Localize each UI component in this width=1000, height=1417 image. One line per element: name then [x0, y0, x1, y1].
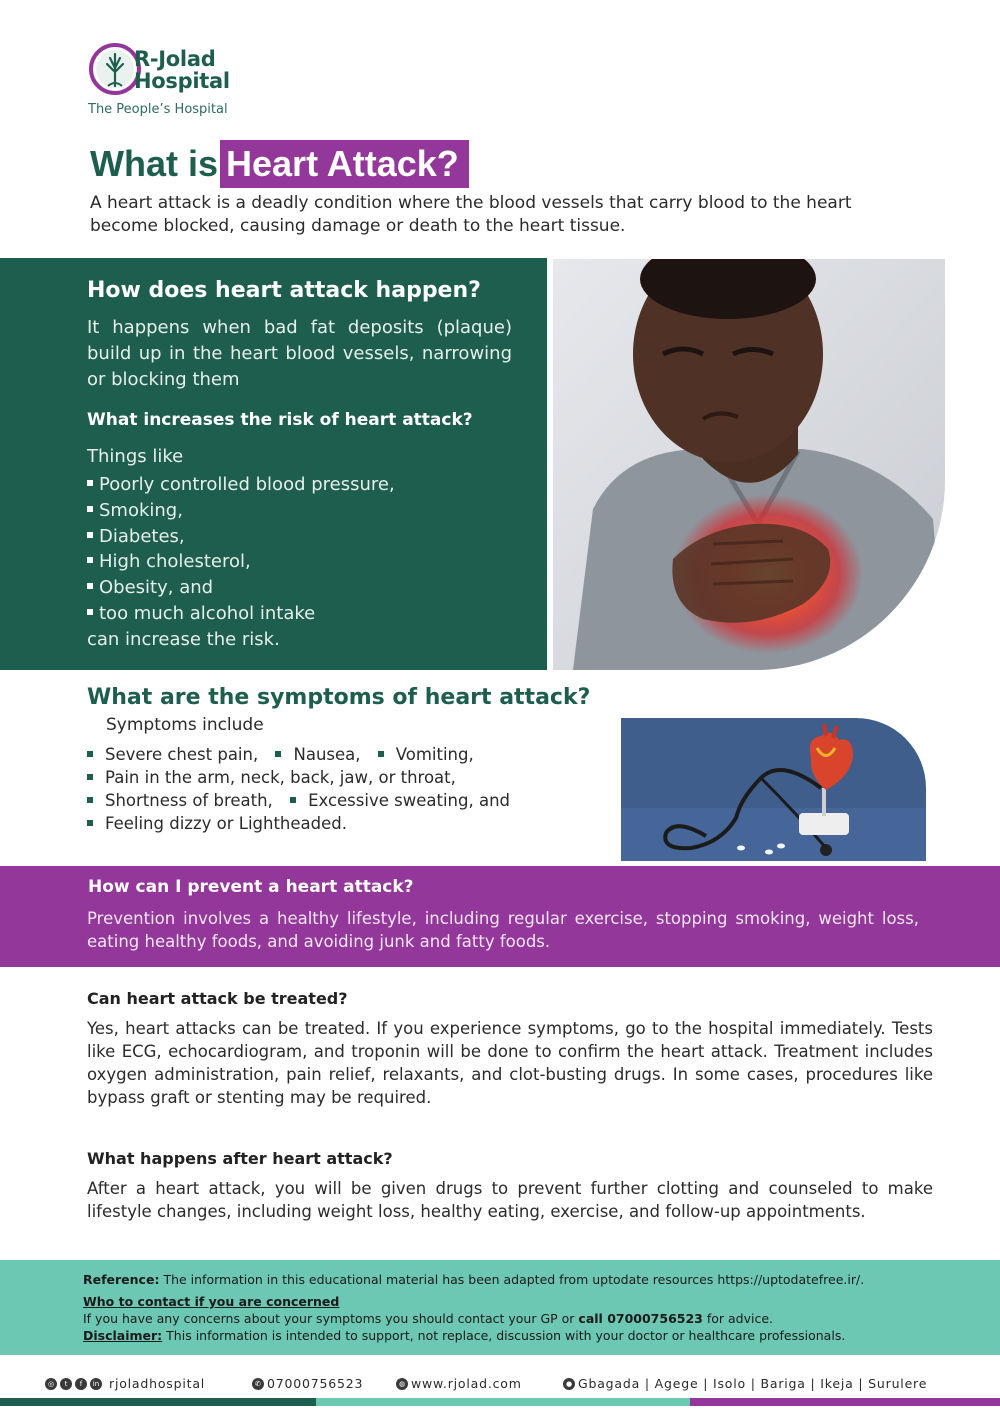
man-clutching-chest-illustration [553, 259, 945, 670]
footer-color-bars [0, 1398, 1000, 1406]
bullet-icon [87, 532, 93, 538]
social-handle[interactable]: rjoladhospital [109, 1376, 206, 1391]
hospital-logo [88, 42, 308, 122]
list-item: Severe chest pain, Nausea, Vomiting, [87, 743, 510, 766]
list-item: Poorly controlled blood pressure, [87, 472, 395, 498]
twitter-icon[interactable]: t [60, 1378, 72, 1390]
bullet-icon [378, 751, 384, 757]
after-text: After a heart attack, you will be given drugs to prevent further clotting and counseled to make lifestyle changes, including weight loss, healthy eating, exercise, and follow-up appointments. [87, 1179, 933, 1221]
list-item: Feeling dizzy or Lightheaded. [87, 812, 510, 835]
prevent-heading: How can I prevent a heart attack? [88, 877, 414, 897]
purple-bar [690, 1398, 1000, 1406]
contact-line: If you have any concerns about your symptoms you should contact your GP or call 07000756523 for advice. [83, 1311, 774, 1326]
list-item: Pain in the arm, neck, back, jaw, or throat, [87, 766, 510, 789]
phone-number[interactable]: 07000756523 [267, 1376, 364, 1391]
list-item: Shortness of breath, Excessive sweating, and [87, 789, 510, 812]
symptoms-sub: Symptoms include [106, 715, 264, 735]
phone-contact[interactable] [252, 1376, 363, 1391]
heart-model-stethoscope-illustration [621, 718, 926, 861]
risk-intro: Things like [87, 446, 184, 467]
bullet-icon [87, 609, 93, 615]
page-title [90, 140, 469, 188]
logo-tagline: The People’s Hospital [88, 102, 228, 117]
reference-section [0, 1260, 1000, 1355]
list-item: Diabetes, [87, 524, 395, 550]
title-highlight: Heart Attack? [220, 140, 469, 188]
website-link[interactable] [396, 1376, 522, 1391]
logo-name-line1: R-Jolad [134, 47, 216, 71]
location-pin-icon: ● [563, 1378, 575, 1390]
bullet-icon [87, 774, 93, 780]
bullet-icon [87, 506, 93, 512]
website-url[interactable]: www.rjolad.com [411, 1376, 522, 1391]
bullet-icon [87, 797, 93, 803]
how-text: It happens when bad fat deposits (plaque) build up in the heart blood vessels, narrowing or blocking them [87, 317, 512, 390]
title-prefix: What is [90, 143, 219, 184]
green-bar [0, 1398, 316, 1406]
linkedin-icon[interactable]: in [90, 1378, 102, 1390]
facebook-icon[interactable]: f [75, 1378, 87, 1390]
bullet-icon [275, 751, 281, 757]
risk-heading: What increases the risk of heart attack? [87, 410, 473, 430]
footer [0, 1376, 1000, 1398]
symptoms-list [87, 743, 510, 835]
bullet-icon [290, 797, 296, 803]
bullet-icon [87, 751, 93, 757]
intro-paragraph: A heart attack is a deadly condition where the blood vessels that carry blood to the heart become blocked, causing damage or death to the heart tissue. [90, 193, 852, 236]
symptoms-heading: What are the symptoms of heart attack? [87, 685, 591, 710]
list-item: Obesity, and [87, 575, 395, 601]
locations-text: Gbagada | Agege | Isolo | Bariga | Ikeja | Surulere [578, 1376, 928, 1391]
reference-line: Reference: The information in this educational material has been adapted from uptodate resources https://uptodatefree.ir/. [83, 1272, 865, 1287]
disclaimer-line: Disclaimer: This information is intended to support, not replace, discussion with your doctor or healthcare professionals. [83, 1328, 846, 1343]
social-links[interactable] [45, 1376, 205, 1391]
chest-pain-photo [553, 259, 945, 670]
bullet-icon [87, 820, 93, 826]
teal-bar [316, 1398, 690, 1406]
phone-icon: ✆ [252, 1378, 264, 1390]
after-heading: What happens after heart attack? [87, 1149, 393, 1168]
logo-name-line2: Hospital [134, 69, 230, 93]
bullet-icon [87, 557, 93, 563]
locations [563, 1376, 927, 1391]
contact-heading: Who to contact if you are concerned [83, 1294, 340, 1309]
list-item: Smoking, [87, 498, 395, 524]
prevent-section [0, 866, 1000, 967]
risk-list [87, 472, 395, 627]
treat-heading: Can heart attack be treated? [87, 989, 348, 1008]
list-item: too much alcohol intake [87, 601, 395, 627]
prevent-text: Prevention involves a healthy lifestyle, including regular exercise, stopping smoking, weight loss, eating healthy foods, and avoiding junk and fatty foods. [87, 909, 919, 951]
bullet-icon [87, 480, 93, 486]
globe-icon: ◍ [396, 1378, 408, 1390]
heart-model-photo [621, 718, 926, 861]
bullet-icon [87, 583, 93, 589]
instagram-icon[interactable]: ◎ [45, 1378, 57, 1390]
how-section [0, 258, 547, 670]
how-heading: How does heart attack happen? [87, 278, 481, 303]
list-item: High cholesterol, [87, 549, 395, 575]
treat-text: Yes, heart attacks can be treated. If you experience symptoms, go to the hospital immediately. Tests like ECG, echocardiogram, and troponin will be done to confirm the heart attack. Treatment includes oxygen administration, pain relief, relaxants, and clot-busting drugs. In some cases, procedures like bypass graft or stenting may be required. [87, 1019, 933, 1107]
risk-tail: can increase the risk. [87, 629, 280, 650]
